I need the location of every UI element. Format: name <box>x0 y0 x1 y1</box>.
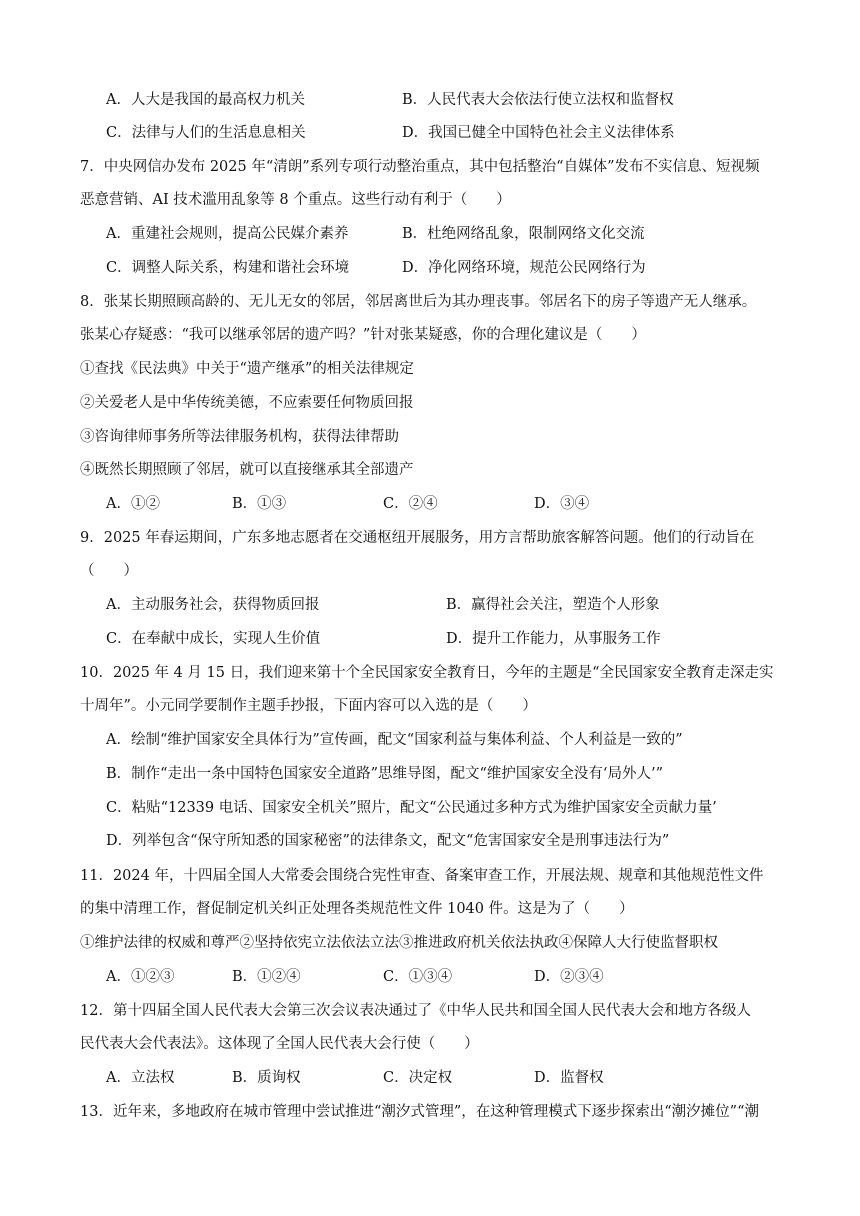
q8-stem-line-2: 张某心存疑惑：“我可以继承邻居的遗产吗？”针对张某疑惑，你的合理化建议是（ ） <box>80 327 646 343</box>
q7-option-a[interactable]: A．重建社会规则，提高公民媒介素养 <box>106 226 349 242</box>
q7-option-b[interactable]: B．杜绝网络乱象，限制网络文化交流 <box>402 226 645 242</box>
q10-option-c[interactable]: C．粘贴“12339 电话、国家安全机关”照片，配文“公民通过多种方式为维护国家安全贡献力量’ <box>106 800 717 816</box>
q9-stem-line-1: 9．2025 年春运期间，广东多地志愿者在交通枢纽开展服务，用方言帮助旅客解答问题。他们的行动旨在 <box>80 530 755 546</box>
q8-option-d[interactable]: D．③④ <box>534 496 590 512</box>
q8-option-c[interactable]: C．②④ <box>383 496 438 512</box>
q11-option-b[interactable]: B．①②④ <box>232 969 301 985</box>
q8-item-3: ③咨询律师事务所等法律服务机构，获得法律帮助 <box>80 429 399 445</box>
q8-option-a[interactable]: A．①② <box>106 496 160 512</box>
q10-stem-line-1: 10．2025 年 4 月 15 日，我们迎来第十个全民国家安全教育日，今年的主题是“全民国家安全教育走深走实 <box>80 665 774 681</box>
q12-option-d[interactable]: D．监督权 <box>534 1070 604 1086</box>
q8-item-2: ②关爱老人是中华传统美德，不应索要任何物质回报 <box>80 395 414 411</box>
q11-items: ①维护法律的权威和尊严②坚持依宪立法依法立法③推进政府机关依法执政④保障人大行使监督职权 <box>80 935 718 951</box>
q11-option-d[interactable]: D．②③④ <box>534 969 604 985</box>
q10-option-d[interactable]: D．列举包含“保守所知悉的国家秘密”的法律条文，配文“危害国家安全是刑事违法行为” <box>106 833 670 849</box>
q9-stem-line-2: （ ） <box>80 563 138 579</box>
q13-stem-line-1: 13．近年来，多地政府在城市管理中尝试推进“潮汐式管理”，在这种管理模式下逐步探索出“潮汐摊位”“潮 <box>80 1104 760 1120</box>
q12-stem-line-2: 民代表大会代表法》。这体现了全国人民代表大会行使（ ） <box>80 1036 479 1052</box>
q9-option-c[interactable]: C．在奉献中成长，实现人生价值 <box>106 631 321 647</box>
q8-option-b[interactable]: B．①③ <box>232 496 287 512</box>
q9-option-a[interactable]: A．主动服务社会，获得物质回报 <box>106 597 320 613</box>
q6-option-b[interactable]: B．人民代表大会依法行使立法权和监督权 <box>402 92 674 108</box>
q12-option-c[interactable]: C．决定权 <box>383 1070 453 1086</box>
q6-option-d[interactable]: D．我国已健全中国特色社会主义法律体系 <box>402 125 675 141</box>
q11-option-c[interactable]: C．①③④ <box>383 969 453 985</box>
q9-option-b[interactable]: B．赢得社会关注，塑造个人形象 <box>446 597 660 613</box>
q8-stem-line-1: 8．张某长期照顾高龄的、无儿无女的邻居，邻居离世后为其办理丧事。邻居名下的房子等遗产无人继承。 <box>80 294 757 310</box>
q12-option-a[interactable]: A．立法权 <box>106 1070 175 1086</box>
q10-option-b[interactable]: B．制作“走出一条中国特色国家安全道路”思维导图，配文“维护国家安全没有‘局外人’” <box>106 766 664 782</box>
q11-option-a[interactable]: A．①②③ <box>106 969 175 985</box>
q6-option-c[interactable]: C．法律与人们的生活息息相关 <box>106 125 306 141</box>
q11-stem-line-1: 11．2024 年，十四届全国人大常委会围绕合宪性审查、备案审查工作，开展法规、规章和其他规范性文件 <box>80 868 764 884</box>
q12-option-b[interactable]: B．质询权 <box>232 1070 301 1086</box>
q7-stem-line-1: 7．中央网信办发布 2025 年“清朗”系列专项行动整治重点，其中包括整治“自媒体”发布不实信息、短视频 <box>80 159 760 175</box>
q8-item-4: ④既然长期照顾了邻居，就可以直接继承其全部遗产 <box>80 462 414 478</box>
q10-stem-line-2: 十周年”。小元同学要制作主题手抄报，下面内容可以入选的是（ ） <box>80 698 537 714</box>
q8-item-1: ①查找《民法典》中关于“遗产继承”的相关法律规定 <box>80 361 414 377</box>
q9-option-d[interactable]: D．提升工作能力，从事服务工作 <box>446 631 661 647</box>
q6-option-a[interactable]: A．人大是我国的最高权力机关 <box>106 92 305 108</box>
q7-stem-line-2: 恶意营销、AI 技术滥用乱象等 8 个重点。这些行动有利于（ ） <box>80 192 511 208</box>
q7-option-d[interactable]: D．净化网络环境，规范公民网络行为 <box>402 260 646 276</box>
q7-option-c[interactable]: C．调整人际关系，构建和谐社会环境 <box>106 260 350 276</box>
q10-option-a[interactable]: A．绘制“维护国家安全具体行为”宣传画，配文“国家利益与集体利益、个人利益是一致的” <box>106 732 683 748</box>
q11-stem-line-2: 的集中清理工作，督促制定机关纠正处理各类规范性文件 1040 件。这是为了（ ） <box>80 901 634 917</box>
q12-stem-line-1: 12．第十四届全国人民代表大会第三次会议表决通过了《中华人民共和国全国人民代表大会和地方各级人 <box>80 1003 751 1019</box>
